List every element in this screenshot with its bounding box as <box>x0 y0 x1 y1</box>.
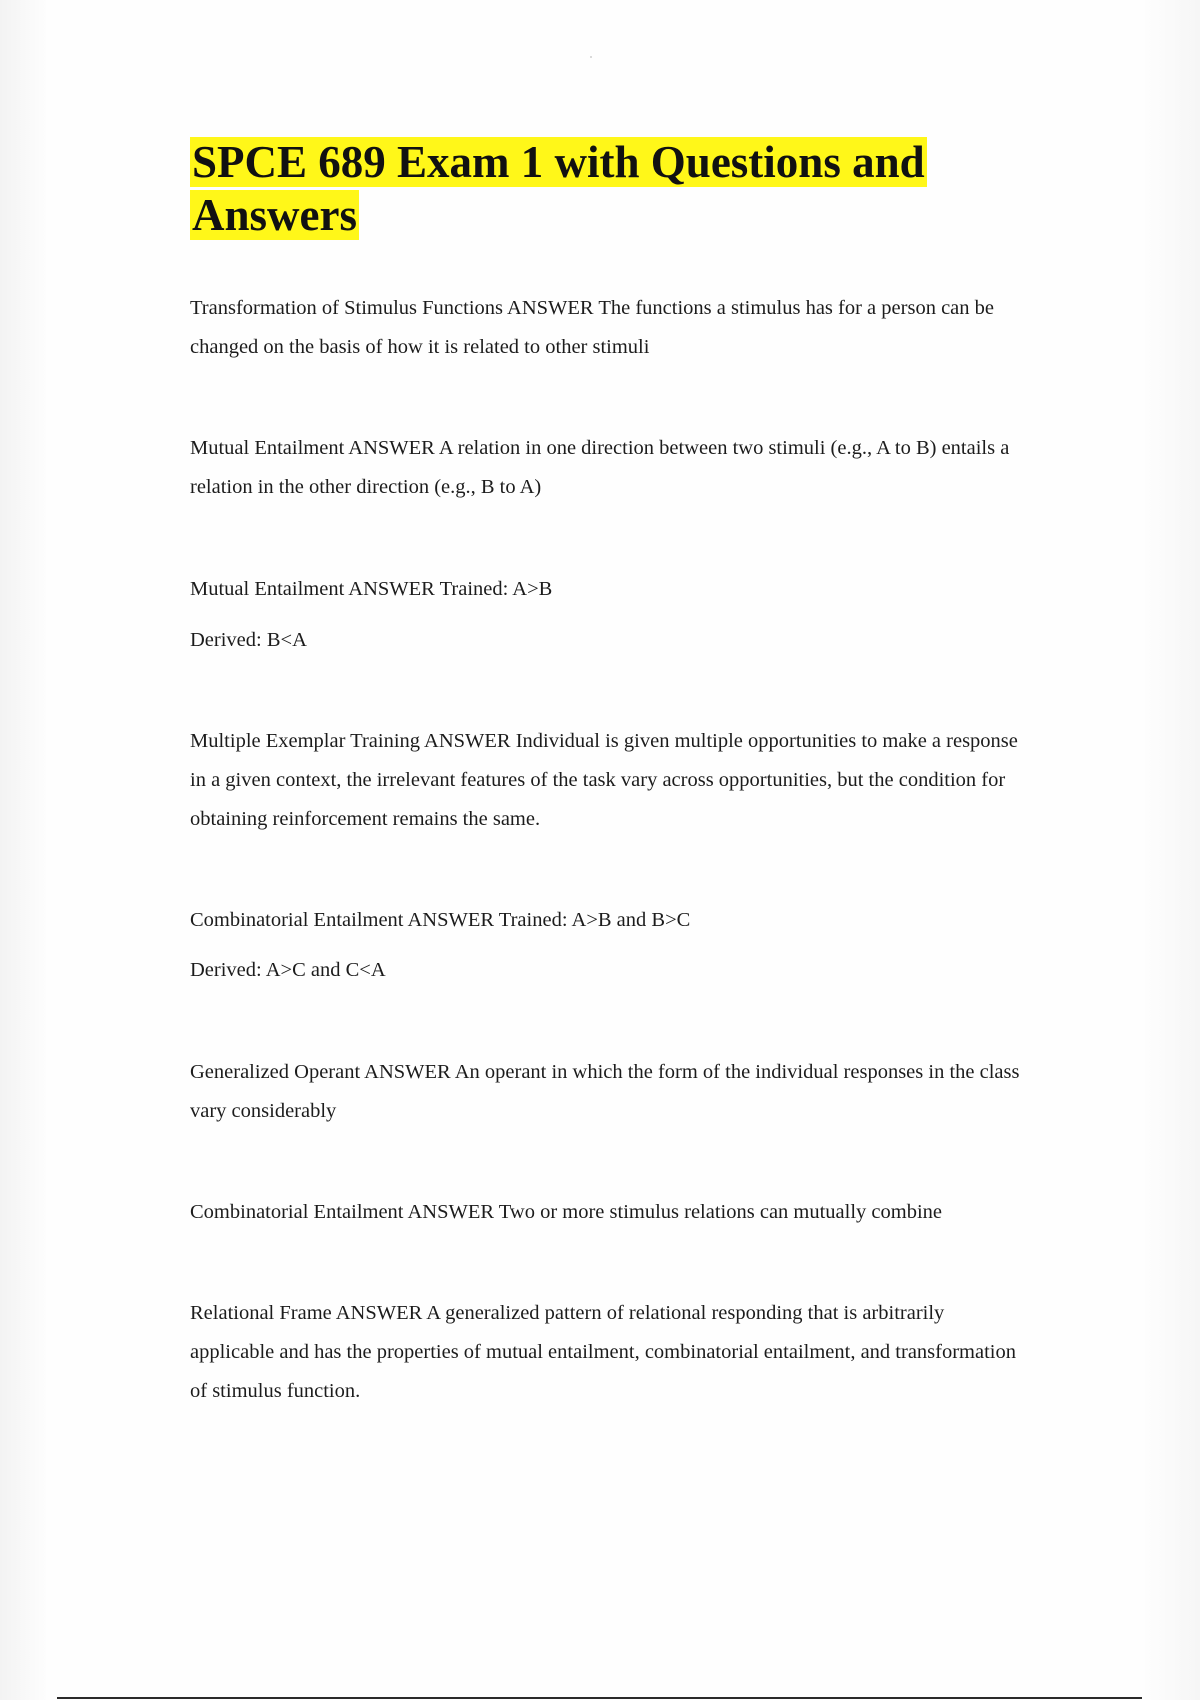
qa-entry <box>190 1193 1030 1232</box>
qa-entry <box>190 570 1030 660</box>
footer-rule <box>57 1697 1142 1699</box>
qa-entry <box>190 429 1030 507</box>
qa-entry-text: Mutual Entailment ANSWER A relation in one direction between two stimuli (e.g., A to B) entails a relation in the other direction (e.g., B to A) <box>190 437 1010 498</box>
document-title-text: SPCE 689 Exam 1 with Questions and Answers <box>192 137 925 240</box>
qa-entry-text: Combinatorial Entailment ANSWER Trained: A>B and B>C <box>190 909 691 931</box>
document-title <box>190 136 970 242</box>
qa-entry-text: Combinatorial Entailment ANSWER Two or more stimulus relations can mutually combine <box>190 1201 943 1223</box>
qa-entry-text: Transformation of Stimulus Functions ANSWER The functions a stimulus has for a person can be changed on the basis of how it is related to other stimuli <box>190 297 994 358</box>
qa-entry <box>190 901 1030 990</box>
qa-entry-derived-text: Derived: A>C and C<A <box>190 959 386 981</box>
qa-entry <box>190 1053 1030 1131</box>
qa-entry-text: Relational Frame ANSWER A generalized pattern of relational responding that is arbitrarily applicable and has the properties of mutual entailment, combinatorial entailment, and transformation of stimulus function. <box>190 1302 1016 1402</box>
qa-entry-text: Mutual Entailment ANSWER Trained: A>B <box>190 578 553 600</box>
qa-entry-text: Generalized Operant ANSWER An operant in which the form of the individual responses in the class vary considerably <box>190 1061 1020 1122</box>
qa-entry-text: Multiple Exemplar Training ANSWER Individual is given multiple opportunities to make a response in a given context, the irrelevant features of the task vary across opportunities, but the condition for obtaining reinforcement remains the same. <box>190 730 1018 830</box>
qa-entry-derived-text: Derived: B<A <box>190 629 307 651</box>
qa-entry <box>190 1294 1030 1411</box>
qa-entry <box>190 289 1030 367</box>
page-edge-shadow-left <box>0 0 46 1700</box>
scan-speck <box>590 56 592 58</box>
page-edge-shadow-right <box>1140 0 1200 1700</box>
qa-entry <box>190 722 1030 839</box>
